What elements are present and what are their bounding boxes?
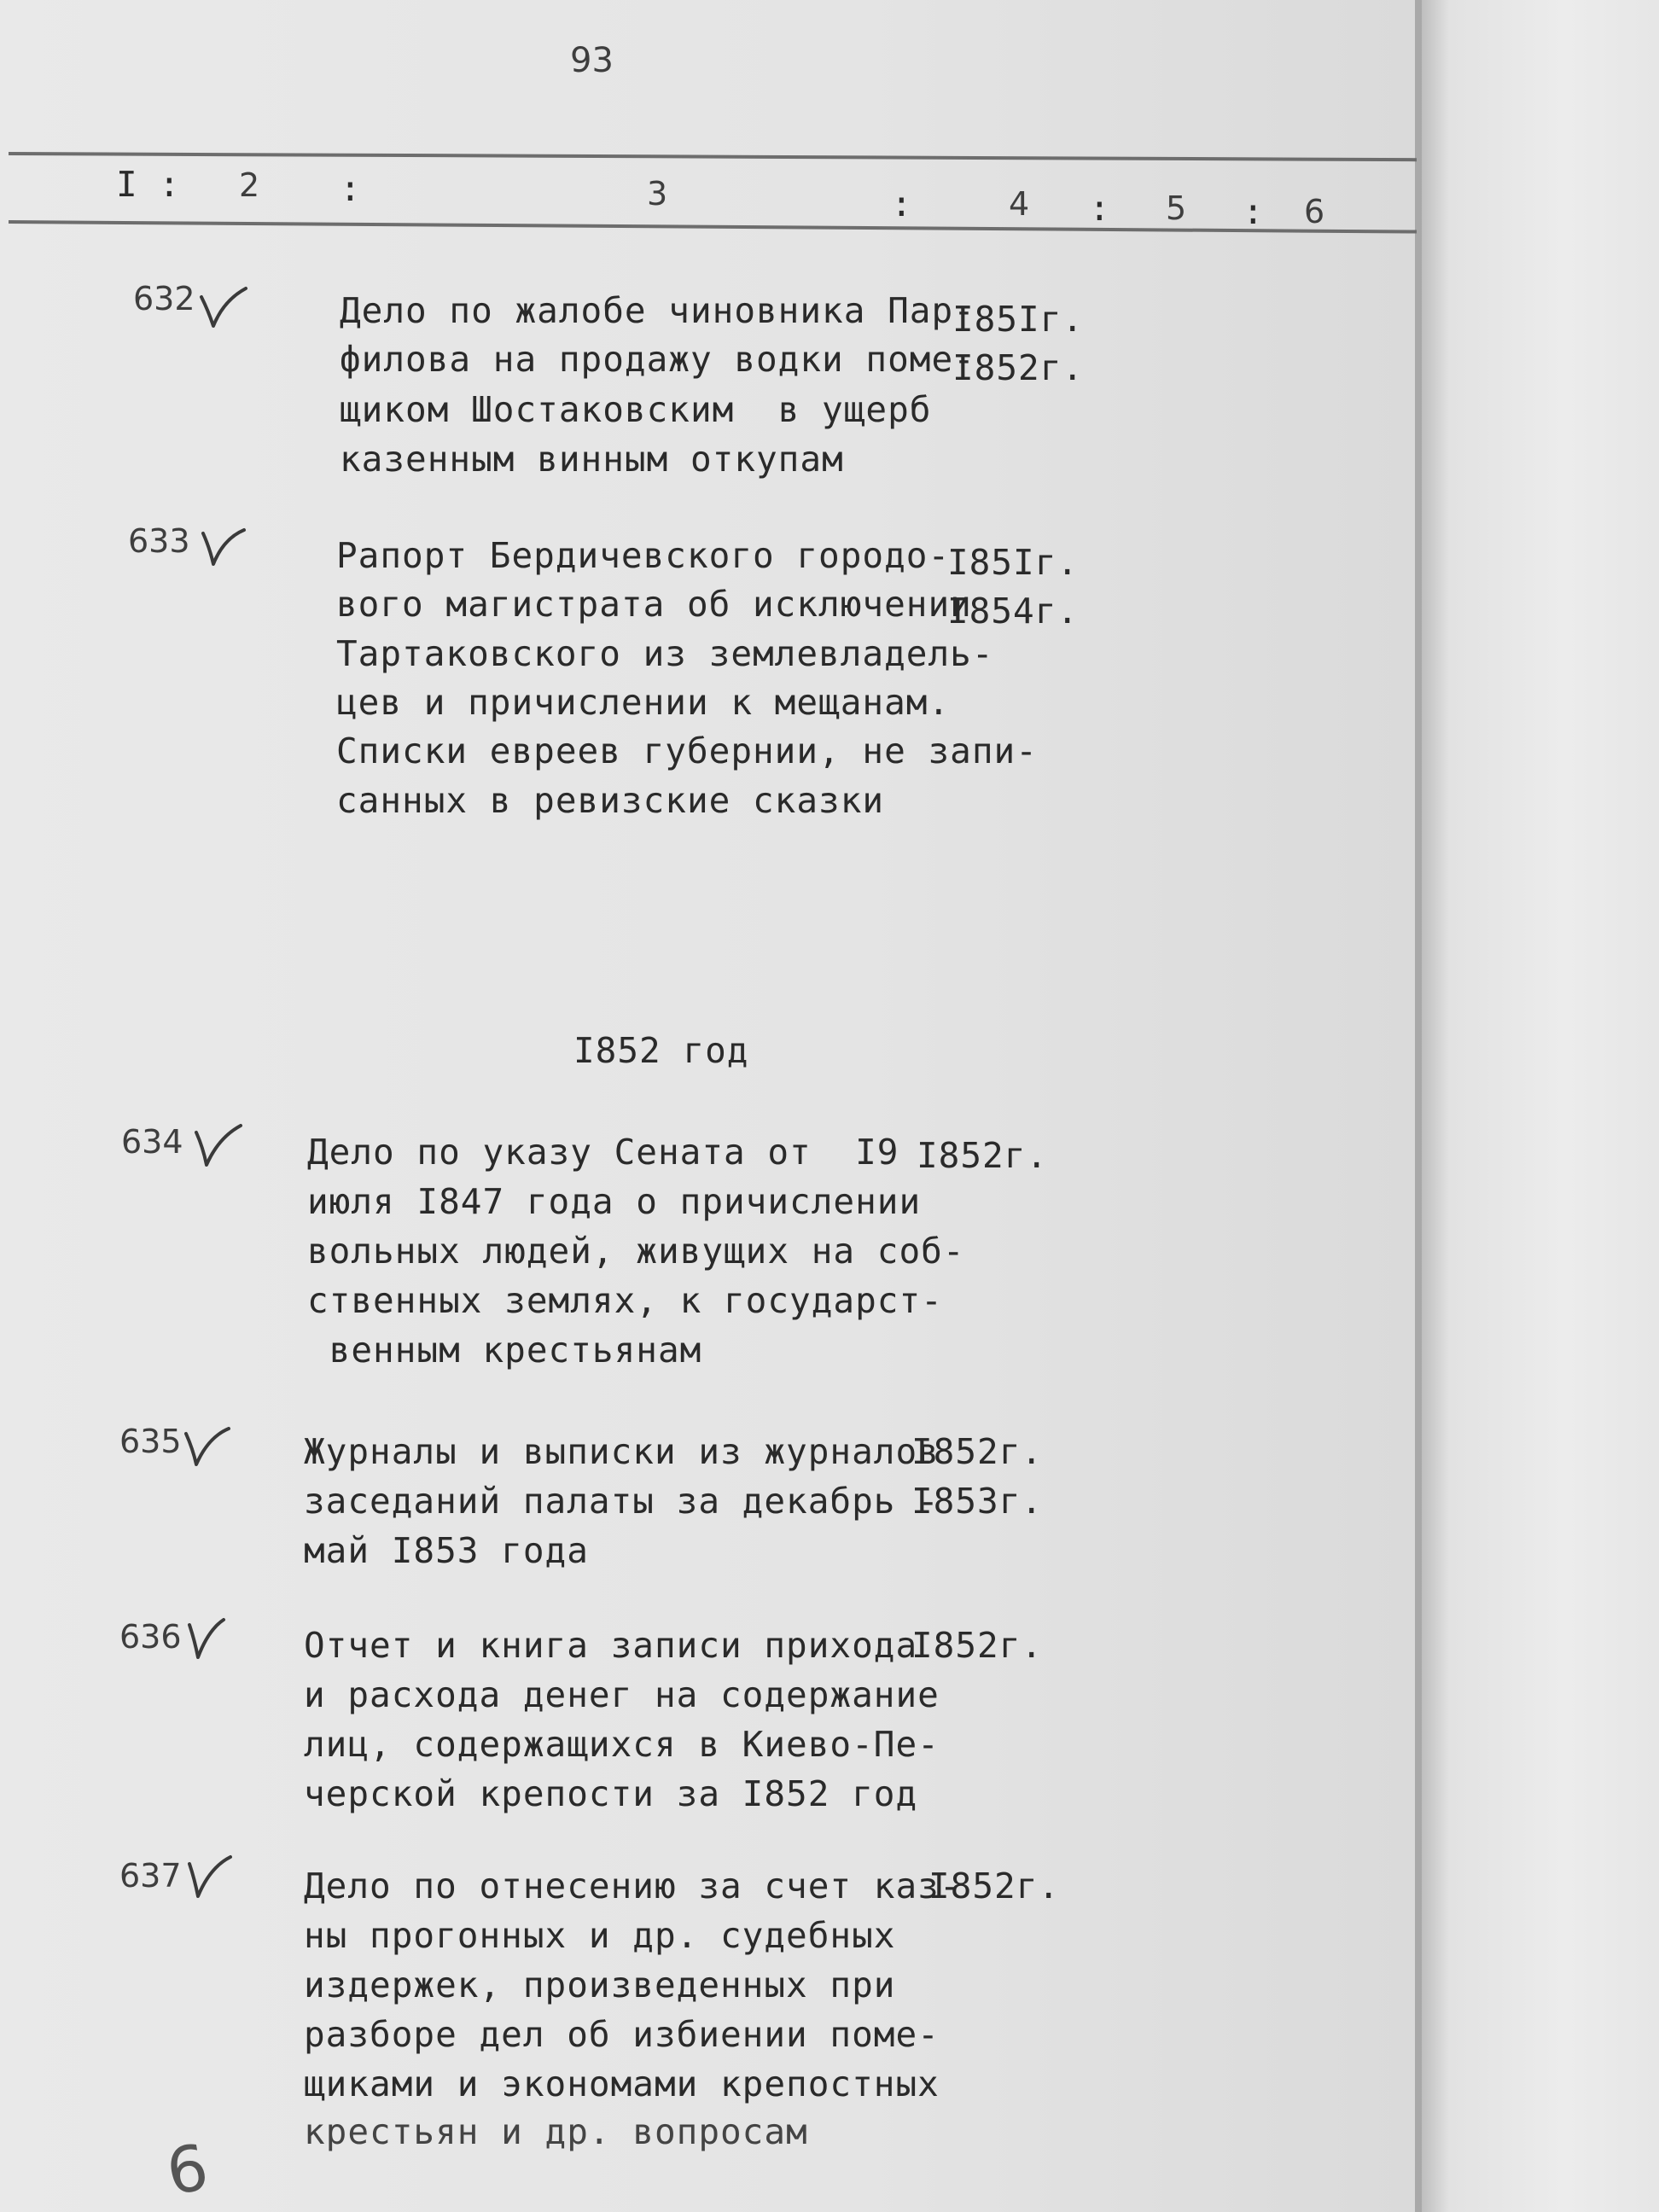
entry-634-line: ственных землях, к государст- bbox=[307, 1280, 943, 1321]
entry-635-number: 635 bbox=[119, 1423, 182, 1460]
entry-633-date: I85Iг. bbox=[947, 542, 1080, 583]
entry-636-date: I852г. bbox=[911, 1625, 1044, 1666]
entry-632-date: I852г. bbox=[952, 347, 1085, 388]
entry-633-line: Рапорт Бердичевского городо- bbox=[336, 535, 951, 576]
column-separator: : bbox=[340, 168, 362, 209]
entry-635-line: заседаний палаты за декабрь - bbox=[304, 1481, 940, 1522]
page-edge-shadow bbox=[1415, 0, 1422, 2212]
column-separator: : bbox=[1089, 188, 1111, 229]
entry-634-line: июля I847 года о причислении bbox=[307, 1181, 922, 1222]
entry-632-line: Дело по жалобе чиновника Пар- bbox=[340, 290, 975, 331]
column-header-3: 3 bbox=[647, 175, 668, 212]
entry-634-line: вольных людей, живущих на соб- bbox=[307, 1231, 965, 1272]
column-separator: : bbox=[1243, 191, 1265, 232]
entry-636-line: черской крепости за I852 год bbox=[304, 1773, 918, 1814]
entry-637-line: щиками и экономами крепостных bbox=[304, 2064, 940, 2104]
entry-634-line: венным крестьянам bbox=[307, 1330, 702, 1371]
underlying-sheet bbox=[1421, 0, 1659, 2212]
entry-632-line: казенным винным откупам bbox=[340, 439, 844, 480]
column-header-1: I bbox=[116, 164, 138, 205]
column-header-6: 6 bbox=[1304, 193, 1325, 230]
entry-635-date: I852г. bbox=[911, 1431, 1044, 1472]
entry-632-line: щиком Шостаковским в ущерб bbox=[340, 389, 932, 430]
entry-635-line: май I853 года bbox=[304, 1530, 589, 1571]
page-number: 93 bbox=[570, 41, 614, 80]
entry-633-date: I854г. bbox=[947, 591, 1080, 632]
entry-633-line: вого магистрата об исключении bbox=[336, 584, 972, 625]
check-mark-icon bbox=[183, 1423, 234, 1470]
entry-634-line: Дело по указу Сената от I9 bbox=[307, 1132, 899, 1173]
entry-633-line: Тартаковского из землевладель- bbox=[336, 633, 994, 674]
entry-635-line: Журналы и выписки из журналов bbox=[304, 1431, 940, 1472]
entry-633-line: Списки евреев губернии, не запи- bbox=[336, 731, 1038, 771]
entry-634-number: 634 bbox=[121, 1123, 183, 1161]
entry-636-line: Отчет и книга записи прихода bbox=[304, 1625, 918, 1666]
check-mark-icon bbox=[198, 525, 249, 571]
check-mark-icon bbox=[184, 1616, 236, 1662]
entry-636-line: и расхода денег на содержание bbox=[304, 1674, 940, 1715]
entry-633-number: 633 bbox=[128, 522, 190, 560]
entry-637-line: издержек, произведенных при bbox=[304, 1965, 896, 2005]
entry-637-line: разборе дел об избиении поме- bbox=[304, 2014, 940, 2055]
handwritten-sheet-mark: 6 bbox=[160, 2130, 214, 2210]
entry-633-line: цев и причислении к мещанам. bbox=[336, 682, 951, 723]
entry-636-line: лиц, содержащихся в Киево-Пе- bbox=[304, 1724, 940, 1765]
entry-635-date: I853г. bbox=[911, 1481, 1044, 1522]
entry-632-line: филова на продажу водки поме- bbox=[340, 339, 975, 380]
check-mark-icon bbox=[198, 285, 249, 331]
check-mark-icon bbox=[184, 1854, 236, 1900]
entry-637-line: Дело по отнесению за счет каз- bbox=[304, 1866, 962, 1906]
column-header-5: 5 bbox=[1166, 189, 1187, 227]
column-header-2: 2 bbox=[239, 166, 260, 204]
column-separator: : bbox=[159, 164, 181, 205]
check-mark-icon bbox=[193, 1122, 244, 1168]
column-header-4: 4 bbox=[1009, 185, 1030, 223]
entry-637-number: 637 bbox=[119, 1857, 182, 1895]
entry-637-date: I852г. bbox=[928, 1866, 1061, 1906]
entry-632-number: 632 bbox=[133, 280, 195, 317]
entry-636-number: 636 bbox=[119, 1618, 182, 1656]
year-heading: I852 год bbox=[573, 1030, 749, 1071]
entry-633-line: санных в ревизские сказки bbox=[336, 780, 885, 821]
entry-632-date: I85Iг. bbox=[952, 299, 1085, 340]
entry-637-line: крестьян и др. вопросам bbox=[304, 2111, 808, 2152]
entry-634-date: I852г. bbox=[917, 1135, 1049, 1176]
entry-637-line: ны прогонных и др. судебных bbox=[304, 1915, 896, 1956]
column-separator: : bbox=[891, 183, 913, 224]
